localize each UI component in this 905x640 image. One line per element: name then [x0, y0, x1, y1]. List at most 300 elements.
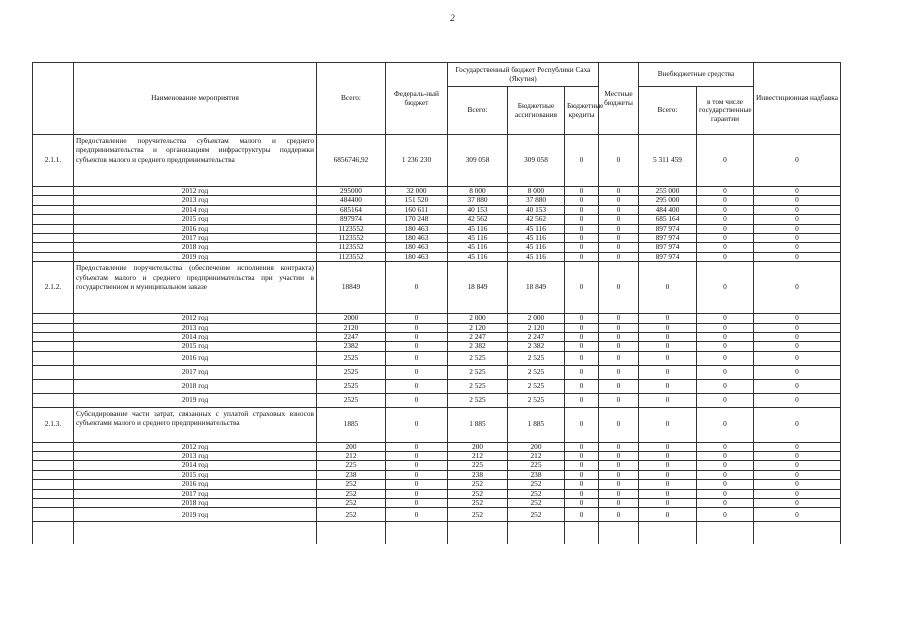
- year-value-cell: 180 463: [386, 243, 448, 252]
- year-value-cell: 252: [317, 508, 386, 522]
- year-value-cell: 37 880: [448, 196, 508, 205]
- year-value-cell: 252: [508, 480, 565, 489]
- year-value-cell: 0: [599, 393, 639, 407]
- year-row-spacer: [33, 470, 74, 479]
- year-value-cell: 0: [754, 489, 841, 498]
- year-value-cell: 0: [386, 470, 448, 479]
- year-value-cell: 0: [754, 442, 841, 451]
- year-value-cell: 0: [639, 489, 697, 498]
- year-value-cell: 2 525: [508, 379, 565, 393]
- section-value-cell: 1 885: [508, 407, 565, 442]
- year-value-cell: 0: [754, 243, 841, 252]
- year-value-cell: 0: [599, 243, 639, 252]
- year-value-cell: 252: [317, 489, 386, 498]
- year-row-spacer: [33, 215, 74, 224]
- year-value-cell: 0: [565, 323, 599, 332]
- year-value-cell: 238: [448, 470, 508, 479]
- year-value-cell: 2120: [317, 323, 386, 332]
- section-value-cell: 0: [565, 135, 599, 187]
- year-value-cell: 295 000: [639, 196, 697, 205]
- year-value-cell: 0: [754, 470, 841, 479]
- continuation-cell: [448, 522, 508, 544]
- year-row-spacer: [33, 342, 74, 351]
- year-row-spacer: [33, 196, 74, 205]
- year-label: 2017 год: [74, 365, 317, 379]
- year-value-cell: 2 525: [508, 351, 565, 365]
- year-value-cell: 0: [386, 342, 448, 351]
- year-value-cell: 0: [599, 351, 639, 365]
- year-value-cell: 0: [599, 252, 639, 261]
- year-value-cell: 0: [697, 489, 754, 498]
- year-value-cell: 0: [639, 508, 697, 522]
- year-value-cell: 295000: [317, 187, 386, 196]
- year-label: 2016 год: [74, 224, 317, 233]
- header-state-budget: Государственный бюджет Республики Саха (Якутия): [448, 63, 599, 87]
- header-invest: Инвестиционная надбавка: [754, 63, 841, 135]
- year-value-cell: 0: [565, 233, 599, 242]
- year-row-spacer: [33, 187, 74, 196]
- year-value-cell: 200: [317, 442, 386, 451]
- year-value-cell: 0: [697, 442, 754, 451]
- year-value-cell: 0: [639, 342, 697, 351]
- year-row-spacer: [33, 461, 74, 470]
- header-name: Наименование мероприятия: [74, 63, 317, 135]
- year-value-cell: 0: [639, 332, 697, 341]
- year-value-cell: 0: [754, 342, 841, 351]
- year-value-cell: 0: [565, 351, 599, 365]
- year-value-cell: 0: [639, 470, 697, 479]
- year-label: 2016 год: [74, 351, 317, 365]
- year-value-cell: 0: [565, 314, 599, 323]
- year-label: 2014 год: [74, 332, 317, 341]
- year-value-cell: 252: [448, 489, 508, 498]
- year-value-cell: 2 525: [448, 379, 508, 393]
- year-value-cell: 685 164: [639, 215, 697, 224]
- year-value-cell: 0: [386, 323, 448, 332]
- year-value-cell: 1123552: [317, 243, 386, 252]
- year-value-cell: 180 463: [386, 252, 448, 261]
- year-value-cell: 0: [565, 187, 599, 196]
- year-value-cell: 0: [697, 461, 754, 470]
- year-value-cell: 2525: [317, 351, 386, 365]
- section-value-cell: 309 058: [508, 135, 565, 187]
- year-value-cell: 2 000: [448, 314, 508, 323]
- year-value-cell: 45 116: [448, 252, 508, 261]
- year-value-cell: 0: [599, 379, 639, 393]
- year-value-cell: 238: [317, 470, 386, 479]
- year-value-cell: 0: [697, 332, 754, 341]
- year-value-cell: 42 562: [508, 215, 565, 224]
- year-value-cell: 255 000: [639, 187, 697, 196]
- section-value-cell: 18 849: [448, 262, 508, 314]
- year-value-cell: 1123552: [317, 252, 386, 261]
- header-local: Местные бюджеты: [599, 63, 639, 135]
- year-value-cell: 0: [639, 442, 697, 451]
- year-value-cell: 0: [639, 480, 697, 489]
- year-row-spacer: [33, 489, 74, 498]
- year-value-cell: 252: [508, 508, 565, 522]
- year-value-cell: 0: [754, 187, 841, 196]
- year-value-cell: 0: [754, 508, 841, 522]
- year-value-cell: 0: [697, 187, 754, 196]
- year-value-cell: 37 880: [508, 196, 565, 205]
- year-value-cell: 0: [697, 314, 754, 323]
- year-value-cell: 212: [508, 452, 565, 461]
- year-value-cell: 2525: [317, 365, 386, 379]
- year-value-cell: 238: [508, 470, 565, 479]
- section-value-cell: 0: [754, 262, 841, 314]
- year-label: 2015 год: [74, 470, 317, 479]
- section-code: 2.1.2.: [33, 262, 74, 314]
- year-value-cell: 2 525: [448, 351, 508, 365]
- year-value-cell: 0: [599, 233, 639, 242]
- year-value-cell: 252: [508, 489, 565, 498]
- year-value-cell: 2247: [317, 332, 386, 341]
- year-row-spacer: [33, 332, 74, 341]
- year-value-cell: 1123552: [317, 233, 386, 242]
- year-value-cell: 897974: [317, 215, 386, 224]
- year-value-cell: 0: [697, 224, 754, 233]
- year-value-cell: 45 116: [508, 224, 565, 233]
- year-row-spacer: [33, 365, 74, 379]
- year-value-cell: 2 000: [508, 314, 565, 323]
- year-value-cell: 1123552: [317, 224, 386, 233]
- year-value-cell: 0: [599, 480, 639, 489]
- year-value-cell: 897 974: [639, 252, 697, 261]
- year-label: 2015 год: [74, 342, 317, 351]
- section-title: Предоставление поручительства субъектам малого и среднего предпринимательства и организациям инфраструктуры поддержки субъектов малого и среднего предпринимательства: [74, 135, 317, 187]
- year-value-cell: 0: [697, 393, 754, 407]
- page-number: 2: [450, 13, 455, 23]
- year-row-spacer: [33, 393, 74, 407]
- year-value-cell: 0: [386, 499, 448, 508]
- year-value-cell: 252: [317, 499, 386, 508]
- year-value-cell: 0: [754, 252, 841, 261]
- year-value-cell: 42 562: [448, 215, 508, 224]
- year-value-cell: 252: [448, 480, 508, 489]
- year-value-cell: 0: [565, 508, 599, 522]
- year-value-cell: 0: [754, 196, 841, 205]
- year-value-cell: 2 525: [508, 365, 565, 379]
- year-value-cell: 2525: [317, 379, 386, 393]
- year-value-cell: 0: [697, 233, 754, 242]
- year-row-spacer: [33, 314, 74, 323]
- year-label: 2018 год: [74, 243, 317, 252]
- year-value-cell: 2 525: [448, 365, 508, 379]
- year-row-spacer: [33, 379, 74, 393]
- year-value-cell: 0: [599, 489, 639, 498]
- year-value-cell: 0: [599, 332, 639, 341]
- year-value-cell: 0: [565, 215, 599, 224]
- year-value-cell: 0: [386, 442, 448, 451]
- year-value-cell: 0: [565, 442, 599, 451]
- year-value-cell: 0: [639, 499, 697, 508]
- year-value-cell: 2382: [317, 342, 386, 351]
- section-value-cell: 0: [386, 407, 448, 442]
- year-value-cell: 0: [697, 196, 754, 205]
- year-value-cell: 0: [599, 323, 639, 332]
- year-value-cell: 0: [697, 365, 754, 379]
- year-value-cell: 0: [599, 442, 639, 451]
- year-row-spacer: [33, 205, 74, 214]
- year-value-cell: 252: [448, 508, 508, 522]
- year-value-cell: 0: [386, 379, 448, 393]
- year-value-cell: 0: [565, 342, 599, 351]
- header-extrabudget: Внебюджетные средства: [639, 63, 754, 87]
- section-value-cell: 0: [599, 262, 639, 314]
- year-row-spacer: [33, 243, 74, 252]
- year-value-cell: 0: [565, 480, 599, 489]
- year-value-cell: 0: [639, 314, 697, 323]
- year-label: 2018 год: [74, 499, 317, 508]
- year-value-cell: 225: [448, 461, 508, 470]
- section-value-cell: 1 236 230: [386, 135, 448, 187]
- section-value-cell: 0: [386, 262, 448, 314]
- header-state-credits: Бюджетные кредиты: [565, 87, 599, 135]
- year-value-cell: 180 463: [386, 224, 448, 233]
- year-value-cell: 0: [754, 332, 841, 341]
- section-code: 2.1.3.: [33, 407, 74, 442]
- section-value-cell: 0: [639, 407, 697, 442]
- year-value-cell: 2 525: [448, 393, 508, 407]
- year-row-spacer: [33, 252, 74, 261]
- year-value-cell: 0: [639, 452, 697, 461]
- year-value-cell: 40 153: [508, 205, 565, 214]
- year-value-cell: 685164: [317, 205, 386, 214]
- year-value-cell: 200: [508, 442, 565, 451]
- year-value-cell: 170 248: [386, 215, 448, 224]
- year-value-cell: 0: [754, 323, 841, 332]
- year-value-cell: 0: [754, 224, 841, 233]
- year-label: 2012 год: [74, 187, 317, 196]
- year-label: 2013 год: [74, 323, 317, 332]
- year-value-cell: 0: [386, 365, 448, 379]
- year-value-cell: 45 116: [508, 243, 565, 252]
- year-value-cell: 0: [754, 480, 841, 489]
- year-label: 2013 год: [74, 196, 317, 205]
- year-value-cell: 0: [599, 470, 639, 479]
- year-value-cell: 0: [599, 499, 639, 508]
- year-value-cell: 2 525: [508, 393, 565, 407]
- year-label: 2012 год: [74, 442, 317, 451]
- year-value-cell: 0: [565, 461, 599, 470]
- section-value-cell: 0: [639, 262, 697, 314]
- year-value-cell: 0: [386, 332, 448, 341]
- year-row-spacer: [33, 508, 74, 522]
- year-value-cell: 897 974: [639, 224, 697, 233]
- year-value-cell: 252: [448, 499, 508, 508]
- year-value-cell: 0: [565, 470, 599, 479]
- continuation-cell: [386, 522, 448, 544]
- year-value-cell: 0: [565, 332, 599, 341]
- year-value-cell: 8 000: [508, 187, 565, 196]
- year-value-cell: 484 400: [639, 205, 697, 214]
- year-label: 2017 год: [74, 489, 317, 498]
- year-value-cell: 0: [639, 323, 697, 332]
- year-label: 2019 год: [74, 252, 317, 261]
- year-value-cell: 0: [754, 365, 841, 379]
- year-value-cell: 2525: [317, 393, 386, 407]
- section-value-cell: 0: [565, 407, 599, 442]
- year-label: 2016 год: [74, 480, 317, 489]
- year-value-cell: 252: [508, 499, 565, 508]
- continuation-cell: [33, 522, 74, 544]
- year-value-cell: 0: [697, 252, 754, 261]
- year-label: 2019 год: [74, 508, 317, 522]
- year-value-cell: 0: [565, 243, 599, 252]
- year-value-cell: 0: [697, 470, 754, 479]
- year-value-cell: 0: [565, 379, 599, 393]
- year-value-cell: 0: [639, 379, 697, 393]
- year-value-cell: 0: [697, 351, 754, 365]
- year-value-cell: 0: [697, 452, 754, 461]
- year-value-cell: 0: [754, 452, 841, 461]
- year-value-cell: 0: [697, 379, 754, 393]
- continuation-cell: [565, 522, 599, 544]
- year-value-cell: 0: [565, 224, 599, 233]
- section-value-cell: 0: [754, 135, 841, 187]
- section-value-cell: 18 849: [508, 262, 565, 314]
- year-value-cell: 8 000: [448, 187, 508, 196]
- year-value-cell: 2 382: [508, 342, 565, 351]
- year-value-cell: 2000: [317, 314, 386, 323]
- year-value-cell: 45 116: [508, 252, 565, 261]
- year-value-cell: 0: [697, 342, 754, 351]
- year-value-cell: 0: [639, 351, 697, 365]
- year-value-cell: 0: [599, 187, 639, 196]
- year-value-cell: 40 153: [448, 205, 508, 214]
- year-row-spacer: [33, 351, 74, 365]
- year-value-cell: 2 382: [448, 342, 508, 351]
- year-value-cell: 0: [754, 215, 841, 224]
- year-value-cell: 0: [639, 461, 697, 470]
- continuation-cell: [508, 522, 565, 544]
- year-value-cell: 0: [386, 461, 448, 470]
- year-value-cell: 0: [565, 452, 599, 461]
- year-value-cell: 0: [754, 351, 841, 365]
- year-value-cell: 0: [599, 215, 639, 224]
- year-value-cell: 0: [754, 314, 841, 323]
- year-value-cell: 0: [386, 351, 448, 365]
- year-row-spacer: [33, 442, 74, 451]
- header-total: Всего:: [317, 63, 386, 135]
- year-value-cell: 0: [697, 243, 754, 252]
- year-value-cell: 0: [599, 452, 639, 461]
- year-value-cell: 225: [508, 461, 565, 470]
- section-value-cell: 0: [697, 135, 754, 187]
- year-value-cell: 32 000: [386, 187, 448, 196]
- section-title: Субсидирование части затрат, связанных с уплатой страховых взносов субъектами малого и среднего предпринимательства: [74, 407, 317, 442]
- year-value-cell: 0: [565, 365, 599, 379]
- year-value-cell: 897 974: [639, 243, 697, 252]
- section-value-cell: 0: [697, 407, 754, 442]
- year-label: 2019 год: [74, 393, 317, 407]
- year-value-cell: 0: [386, 508, 448, 522]
- section-code: 2.1.1.: [33, 135, 74, 187]
- year-label: 2014 год: [74, 205, 317, 214]
- year-value-cell: 0: [697, 480, 754, 489]
- year-value-cell: 2 247: [448, 332, 508, 341]
- year-label: 2017 год: [74, 233, 317, 242]
- year-value-cell: 151 520: [386, 196, 448, 205]
- year-value-cell: 0: [386, 314, 448, 323]
- year-value-cell: 45 116: [508, 233, 565, 242]
- year-value-cell: 2 120: [508, 323, 565, 332]
- year-value-cell: 0: [599, 205, 639, 214]
- year-value-cell: 0: [754, 393, 841, 407]
- section-value-cell: 0: [565, 262, 599, 314]
- year-value-cell: 0: [565, 499, 599, 508]
- year-value-cell: 0: [599, 196, 639, 205]
- year-value-cell: 45 116: [448, 224, 508, 233]
- year-value-cell: 2 247: [508, 332, 565, 341]
- section-title: Предоставление поручительства (обеспечение исполнения контракта) субъектам малого и среднего предпринимательства при участии в государственном и муниципальном заказе: [74, 262, 317, 314]
- year-value-cell: 0: [697, 205, 754, 214]
- funding-table: [32, 62, 841, 544]
- year-value-cell: 0: [386, 452, 448, 461]
- year-value-cell: 0: [754, 499, 841, 508]
- year-value-cell: 0: [754, 233, 841, 242]
- year-value-cell: 0: [599, 461, 639, 470]
- year-row-spacer: [33, 233, 74, 242]
- year-value-cell: 0: [599, 224, 639, 233]
- continuation-cell: [74, 522, 317, 544]
- year-value-cell: 0: [697, 499, 754, 508]
- section-value-cell: 0: [697, 262, 754, 314]
- section-value-cell: 1885: [317, 407, 386, 442]
- year-value-cell: 45 116: [448, 233, 508, 242]
- year-label: 2018 год: [74, 379, 317, 393]
- year-value-cell: 200: [448, 442, 508, 451]
- continuation-cell: [317, 522, 386, 544]
- header-state-total: Всего:: [448, 87, 508, 135]
- year-value-cell: 0: [565, 205, 599, 214]
- year-row-spacer: [33, 224, 74, 233]
- year-label: 2014 год: [74, 461, 317, 470]
- header-code-column: [33, 63, 74, 135]
- section-value-cell: 1 885: [448, 407, 508, 442]
- header-state-assign: Бюджетные ассигнования: [508, 87, 565, 135]
- year-value-cell: 0: [697, 215, 754, 224]
- year-value-cell: 0: [565, 393, 599, 407]
- year-row-spacer: [33, 323, 74, 332]
- year-value-cell: 0: [639, 393, 697, 407]
- section-value-cell: 0: [599, 135, 639, 187]
- year-value-cell: 0: [599, 508, 639, 522]
- header-extra-total: Всего:: [639, 87, 697, 135]
- year-value-cell: 0: [565, 252, 599, 261]
- year-value-cell: 0: [754, 461, 841, 470]
- continuation-cell: [639, 522, 697, 544]
- continuation-cell: [599, 522, 639, 544]
- year-value-cell: 0: [386, 480, 448, 489]
- header-extra-incl: в том числе государственные гарантии: [697, 87, 754, 135]
- year-value-cell: 0: [599, 365, 639, 379]
- header-federal: Федераль-ный бюджет: [386, 63, 448, 135]
- year-value-cell: 225: [317, 461, 386, 470]
- continuation-cell: [754, 522, 841, 544]
- year-label: 2015 год: [74, 215, 317, 224]
- section-value-cell: 0: [754, 407, 841, 442]
- year-value-cell: 0: [565, 489, 599, 498]
- year-value-cell: 180 463: [386, 233, 448, 242]
- year-value-cell: 897 974: [639, 233, 697, 242]
- year-row-spacer: [33, 480, 74, 489]
- year-value-cell: 0: [754, 379, 841, 393]
- year-value-cell: 0: [565, 196, 599, 205]
- year-value-cell: 0: [386, 393, 448, 407]
- year-value-cell: 484400: [317, 196, 386, 205]
